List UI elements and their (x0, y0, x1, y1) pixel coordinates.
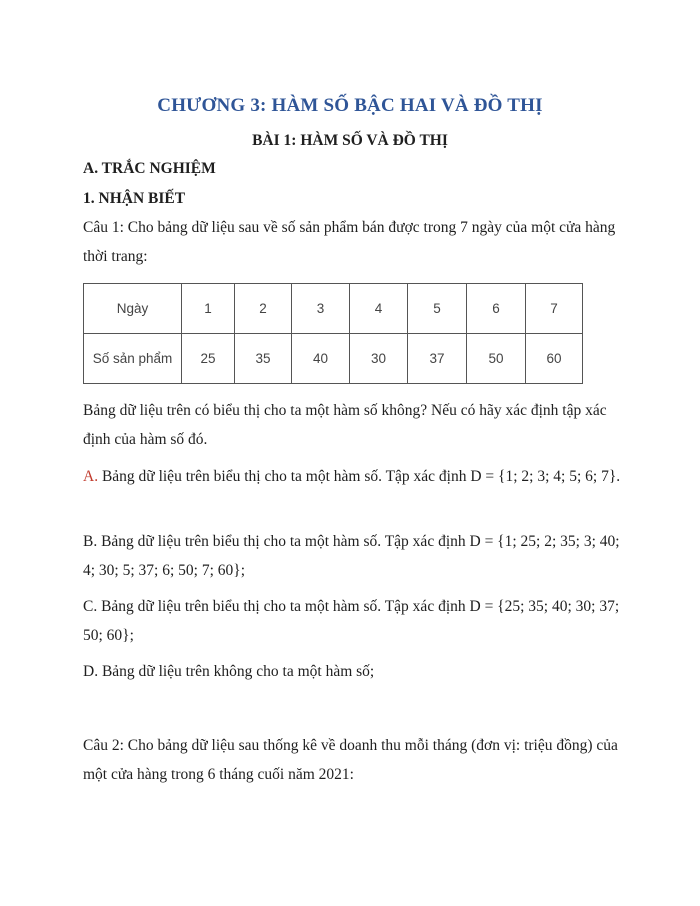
question-2-prompt: Câu 2: Cho bảng dữ liệu sau thống kê về doanh thu mỗi tháng (đơn vị: triệu đồng) của một cửa hàng trong 6 tháng cuối năm 2021: (83, 737, 618, 783)
option-a-text: Bảng dữ liệu trên biểu thị cho ta một hàm số. Tập xác định D = {1; 2; 3; 4; 5; 6; 7}. (98, 468, 621, 485)
table-cell: 30 (350, 334, 408, 384)
table-cell: 50 (467, 334, 526, 384)
chapter-title: CHƯƠNG 3: HÀM SỐ BẬC HAI VÀ ĐỒ THỊ (157, 95, 543, 116)
table-cell: 60 (526, 334, 583, 384)
table-cell: 1 (182, 284, 235, 334)
table-cell: 2 (235, 284, 292, 334)
option-b: B. Bảng dữ liệu trên biểu thị cho ta một hàm số. Tập xác định D = {1; 25; 2; 35; 3; 40; 4; 30; 5; 37; 6; 50; 7; 60}; (83, 533, 620, 579)
data-table (83, 283, 583, 384)
table-row-products (84, 334, 583, 384)
option-a-letter: A. (83, 468, 99, 485)
table-cell: 35 (235, 334, 292, 384)
lesson-title: BÀI 1: HÀM SỐ VÀ ĐỒ THỊ (252, 132, 448, 149)
table-cell: 6 (467, 284, 526, 334)
table-cell: 37 (408, 334, 467, 384)
table-cell: 4 (350, 284, 408, 334)
table-row-label: Số sản phẩm (84, 334, 182, 384)
section-heading-a: A. TRẮC NGHIỆM (83, 160, 216, 177)
table-row-days (84, 284, 583, 334)
option-a (83, 462, 623, 491)
table-row-label: Ngày (84, 284, 182, 334)
option-c: C. Bảng dữ liệu trên biểu thị cho ta một hàm số. Tập xác định D = {25; 35; 40; 30; 37; 50; 60}; (83, 598, 620, 644)
table-cell: 7 (526, 284, 583, 334)
question-1-prompt: Câu 1: Cho bảng dữ liệu sau về số sản phẩm bán được trong 7 ngày của một cửa hàng thời trang: (83, 219, 616, 265)
table-cell: 3 (292, 284, 350, 334)
option-d: D. Bảng dữ liệu trên không cho ta một hàm số; (83, 663, 375, 680)
table-cell: 25 (182, 334, 235, 384)
section-heading-1: 1. NHẬN BIẾT (83, 190, 186, 207)
table-cell: 5 (408, 284, 467, 334)
question-1-text: Bảng dữ liệu trên có biểu thị cho ta một hàm số không? Nếu có hãy xác định tập xác định của hàm số đó. (83, 402, 607, 448)
table-cell: 40 (292, 334, 350, 384)
